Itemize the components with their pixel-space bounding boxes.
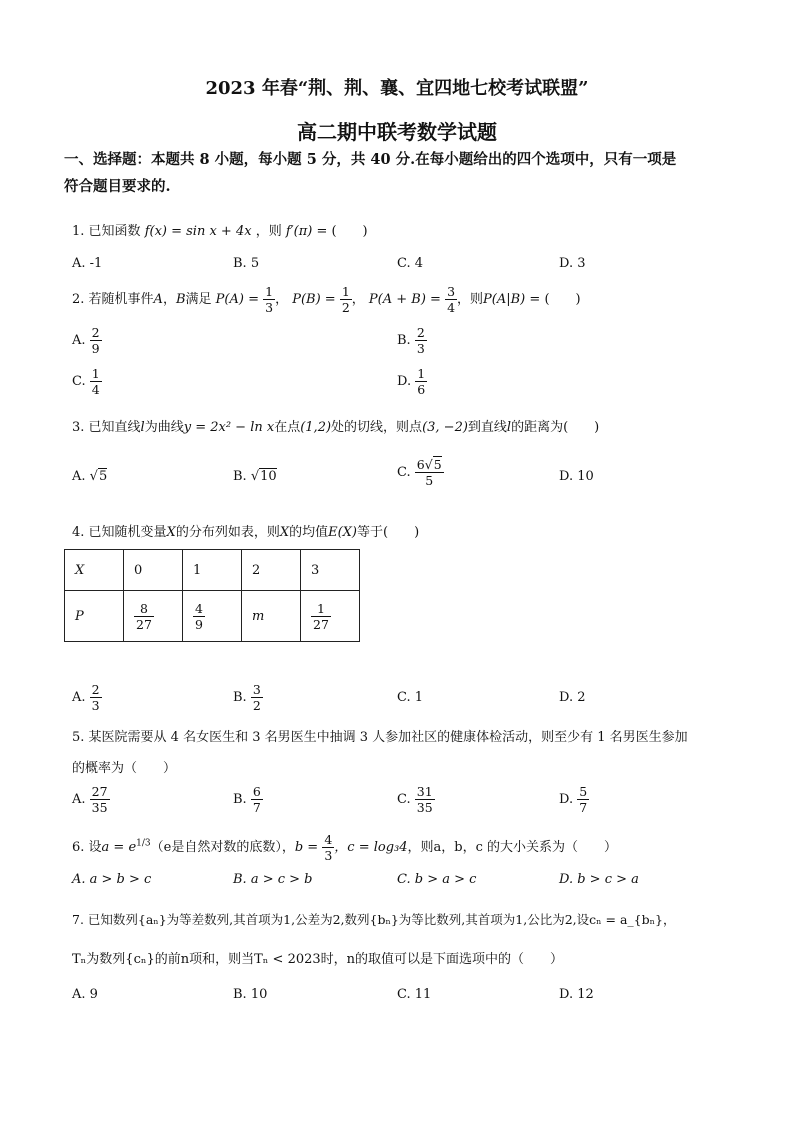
q7-option-a[interactable]: A. 9 (72, 987, 98, 1002)
q1-option-c[interactable]: C. 4 (397, 256, 424, 271)
q2-pab-num: 3 (447, 284, 456, 299)
q2-pab-den: 4 (447, 300, 456, 315)
q3-option-b-value: 10 (260, 469, 277, 484)
q3-option-a-label: A. (72, 469, 86, 484)
q2-prefix: 2. 若随机事件 (72, 292, 154, 307)
q3-option-c-root: 5 (433, 457, 442, 472)
table-row (65, 591, 360, 642)
q2-event-a: A (153, 292, 163, 307)
q3-text4: 到直线 (467, 420, 507, 435)
q6-option-a[interactable]: A. a > b > c (72, 872, 152, 887)
q4-option-a[interactable] (72, 682, 102, 713)
q4-option-a-num: 2 (91, 682, 100, 697)
q5-option-a-label: A. (72, 792, 86, 807)
table-cell (183, 591, 242, 642)
q1-ask: f′(π) = (285, 224, 328, 239)
q2-pa-den: 3 (265, 300, 274, 315)
q5-option-d-den: 7 (579, 800, 588, 815)
q4-text2: 的均值 (289, 525, 329, 540)
q4-text3: 等于 (357, 525, 384, 540)
q5-option-c-num: 31 (416, 784, 433, 799)
q6-prefix: 6. 设 (72, 840, 102, 855)
q2-option-a[interactable] (72, 325, 102, 356)
q4-option-b[interactable] (233, 682, 263, 713)
question-2: 2. 若随机事件A，B满足 P(A) = $\frac{1}{3}$ ， P(B) = $\frac{1}{2}$ ， P(A + B) = $\frac{3}{4}$ ，则P(A|B) = ( ) (72, 284, 581, 315)
table-cell: m (242, 591, 301, 642)
q2-pa-frac (263, 284, 275, 315)
q4-option-d[interactable]: D. 2 (559, 690, 586, 705)
q2-option-a-label: A. (72, 333, 86, 348)
table-row (65, 550, 360, 591)
q1-prefix: 1. 已知函数 (72, 224, 141, 239)
q4-option-b-label: B. (233, 690, 247, 705)
q6-option-c[interactable]: C. b > a > c (397, 872, 477, 887)
q4-option-b-den: 2 (252, 698, 261, 713)
q4-var-x-2: X (279, 525, 290, 540)
q1-option-d[interactable]: D. 3 (559, 256, 586, 271)
q2-option-d-den: 6 (417, 382, 426, 397)
table-cell: P (65, 591, 124, 642)
q6-note: （e是自然对数的底数）， (150, 840, 295, 855)
q4-var-x: X (166, 525, 176, 540)
q4-option-a-den: 3 (91, 698, 100, 713)
q2-option-a-den: 9 (91, 341, 100, 356)
q2-pb: P(B) = (292, 292, 336, 307)
question-7-line1: 7. 已知数列{aₙ}为等差数列,其首项为1,公差为2,数列{bₙ}为等比数列,其首项为1,公比为2,设cₙ = a_{bₙ}， (72, 912, 676, 927)
q5-option-c-label: C. (397, 792, 411, 807)
q2-pa: P(A) = (215, 292, 259, 307)
q2-pab-frac (445, 284, 457, 315)
q2-option-b[interactable] (397, 325, 427, 356)
q5-option-b[interactable] (233, 784, 263, 815)
table-frac-den: 9 (195, 616, 203, 632)
q3-option-b[interactable]: B. √10 (233, 469, 277, 484)
q2-option-c-num: 1 (91, 366, 100, 381)
q5-option-b-label: B. (233, 792, 247, 807)
q3-option-a[interactable]: A. √5 (72, 469, 108, 484)
q3-option-c-coef: 6 (416, 457, 425, 472)
q2-pcond: P(A|B) = (483, 292, 541, 307)
q2-option-b-den: 3 (416, 341, 425, 356)
q4-option-b-num: 3 (252, 682, 261, 697)
q2-comma: ， (162, 292, 176, 307)
section-intro (64, 146, 734, 200)
table-cell: 1 (183, 550, 242, 591)
q4-text1: 的分布列如表，则 (175, 525, 280, 540)
q2-option-b-label: B. (397, 333, 411, 348)
q3-line-l-2: l (506, 420, 512, 435)
q2-pb-num: 1 (341, 284, 350, 299)
section-intro-line2: 符合题目要求的. (64, 178, 171, 195)
q3-point1: (1,2) (300, 420, 332, 435)
q2-option-c[interactable] (72, 366, 102, 397)
q2-pa-num: 1 (265, 284, 274, 299)
q2-option-c-den: 4 (91, 382, 100, 397)
question-1 (72, 220, 368, 239)
q3-text1: 为曲线 (144, 420, 184, 435)
q2-text: 满足 (185, 292, 212, 307)
q6-option-b[interactable]: B. a > c > b (233, 872, 313, 887)
table-frac-den: 27 (313, 616, 329, 632)
q6-a-exponent: 1/3 (136, 838, 151, 849)
table-cell: 2 (242, 550, 301, 591)
question-6 (72, 832, 617, 863)
q4-paren: ( ) (383, 525, 420, 540)
q5-option-d-num: 5 (579, 784, 588, 799)
q3-text5: 的距离为 (511, 420, 564, 435)
q3-prefix: 3. 已知直线 (72, 420, 141, 435)
question-3 (72, 416, 599, 435)
q1-option-b[interactable]: B. 5 (233, 256, 260, 271)
q3-option-a-value: 5 (98, 469, 108, 484)
question-4 (72, 521, 419, 540)
q7-option-c[interactable]: C. 11 (397, 987, 432, 1002)
q6-b-frac (322, 832, 334, 863)
q6-option-d[interactable]: D. b > c > a (559, 872, 639, 887)
q3-line-l: l (140, 420, 145, 435)
q2-pab: P(A + B) = (368, 292, 441, 307)
q2-option-c-label: C. (72, 374, 86, 389)
q5-option-d[interactable] (559, 784, 589, 815)
q4-option-c[interactable]: C. 1 (397, 690, 424, 705)
q2-pb-frac (340, 284, 352, 315)
q1-option-a[interactable]: A. -1 (72, 256, 103, 271)
q5-option-c[interactable] (397, 784, 435, 815)
table-frac-num: 4 (195, 600, 203, 616)
q7-option-b[interactable]: B. 10 (233, 987, 268, 1002)
table-cell: 3 (301, 550, 360, 591)
q2-event-b: B (175, 292, 186, 307)
q5-option-b-num: 6 (252, 784, 261, 799)
q3-option-c[interactable]: C. $\frac{6√5}{5}$ (397, 457, 442, 488)
q3-option-c-label: C. (397, 465, 411, 480)
q1-function: f(x) = sin x + 4x (144, 224, 252, 239)
q3-point2: (3, −2) (422, 420, 468, 435)
q3-text3: 处的切线，则点 (331, 420, 423, 435)
table-frac-num: 1 (311, 601, 331, 617)
exam-title-line1: 2023 年春“荆、荆、襄、宜四地七校考试联盟” (205, 78, 589, 99)
q3-curve: y = 2x² − ln x (183, 420, 275, 435)
q7-option-d[interactable]: D. 12 (559, 987, 594, 1002)
q3-option-b-label: B. (233, 469, 247, 484)
q5-option-a-num: 27 (91, 784, 108, 799)
q6-b-prefix: b = (294, 840, 319, 855)
question-5-line1: 5. 某医院需要从 4 名女医生和 3 名男医生中抽调 3 人参加社区的健康体检活动，则至少有 1 名男医生参加 (72, 730, 688, 745)
question-7-line2: Tₙ为数列{cₙ}的前n项和，则当Tₙ < 2023时，n的取值可以是下面选项中的（ ） (72, 952, 564, 967)
q6-a-expr: a = e (101, 840, 137, 855)
q2-option-d-num: 1 (417, 366, 426, 381)
q5-option-a-den: 35 (91, 800, 108, 815)
q4-prefix: 4. 已知随机变量 (72, 525, 167, 540)
q6-b-num: 4 (324, 832, 333, 847)
q3-option-c-den: 5 (425, 473, 434, 488)
q5-option-c-den: 35 (416, 800, 433, 815)
q2-pb-den: 2 (341, 300, 350, 315)
q6-b-den: 3 (324, 848, 333, 863)
table-cell: X (65, 550, 124, 591)
q2-option-d[interactable] (397, 366, 427, 397)
q5-option-b-den: 7 (252, 800, 261, 815)
table-cell: 0 (124, 550, 183, 591)
q2-option-a-num: 2 (91, 325, 100, 340)
q1-paren: ( ) (331, 224, 368, 239)
table-frac-num: 8 (134, 601, 154, 617)
q2-paren: ( ) (544, 292, 581, 307)
exam-title-line2: 高二期中联考数学试题 (297, 120, 497, 144)
distribution-table (64, 549, 360, 642)
q5-option-d-label: D. (559, 792, 574, 807)
q2-option-d-label: D. (397, 374, 412, 389)
q2-option-b-num: 2 (416, 325, 425, 340)
q3-option-d[interactable]: D. 10 (559, 469, 594, 484)
table-frac-den: 27 (136, 616, 152, 632)
table-cell (124, 591, 183, 642)
q1-mid: ，则 (255, 224, 282, 239)
q2-ask: ，则 (457, 292, 484, 307)
q3-paren: ( ) (563, 420, 600, 435)
section-intro-line1: 一、选择题：本题共 8 小题，每小题 5 分，共 40 分.在每小题给出的四个选项中，只有一项是 (64, 151, 677, 168)
q6-tail: ，则a，b，c 的大小关系为（ ） (407, 840, 618, 855)
q6-c-expr: ，c = log₃4 (334, 840, 408, 855)
question-5-line2: 的概率为（ ） (72, 761, 177, 776)
q5-option-a[interactable] (72, 784, 110, 815)
q4-expectation: E(X) (328, 525, 357, 540)
q3-text2: 在点 (274, 420, 301, 435)
q4-option-a-label: A. (72, 690, 86, 705)
table-cell (301, 591, 360, 642)
